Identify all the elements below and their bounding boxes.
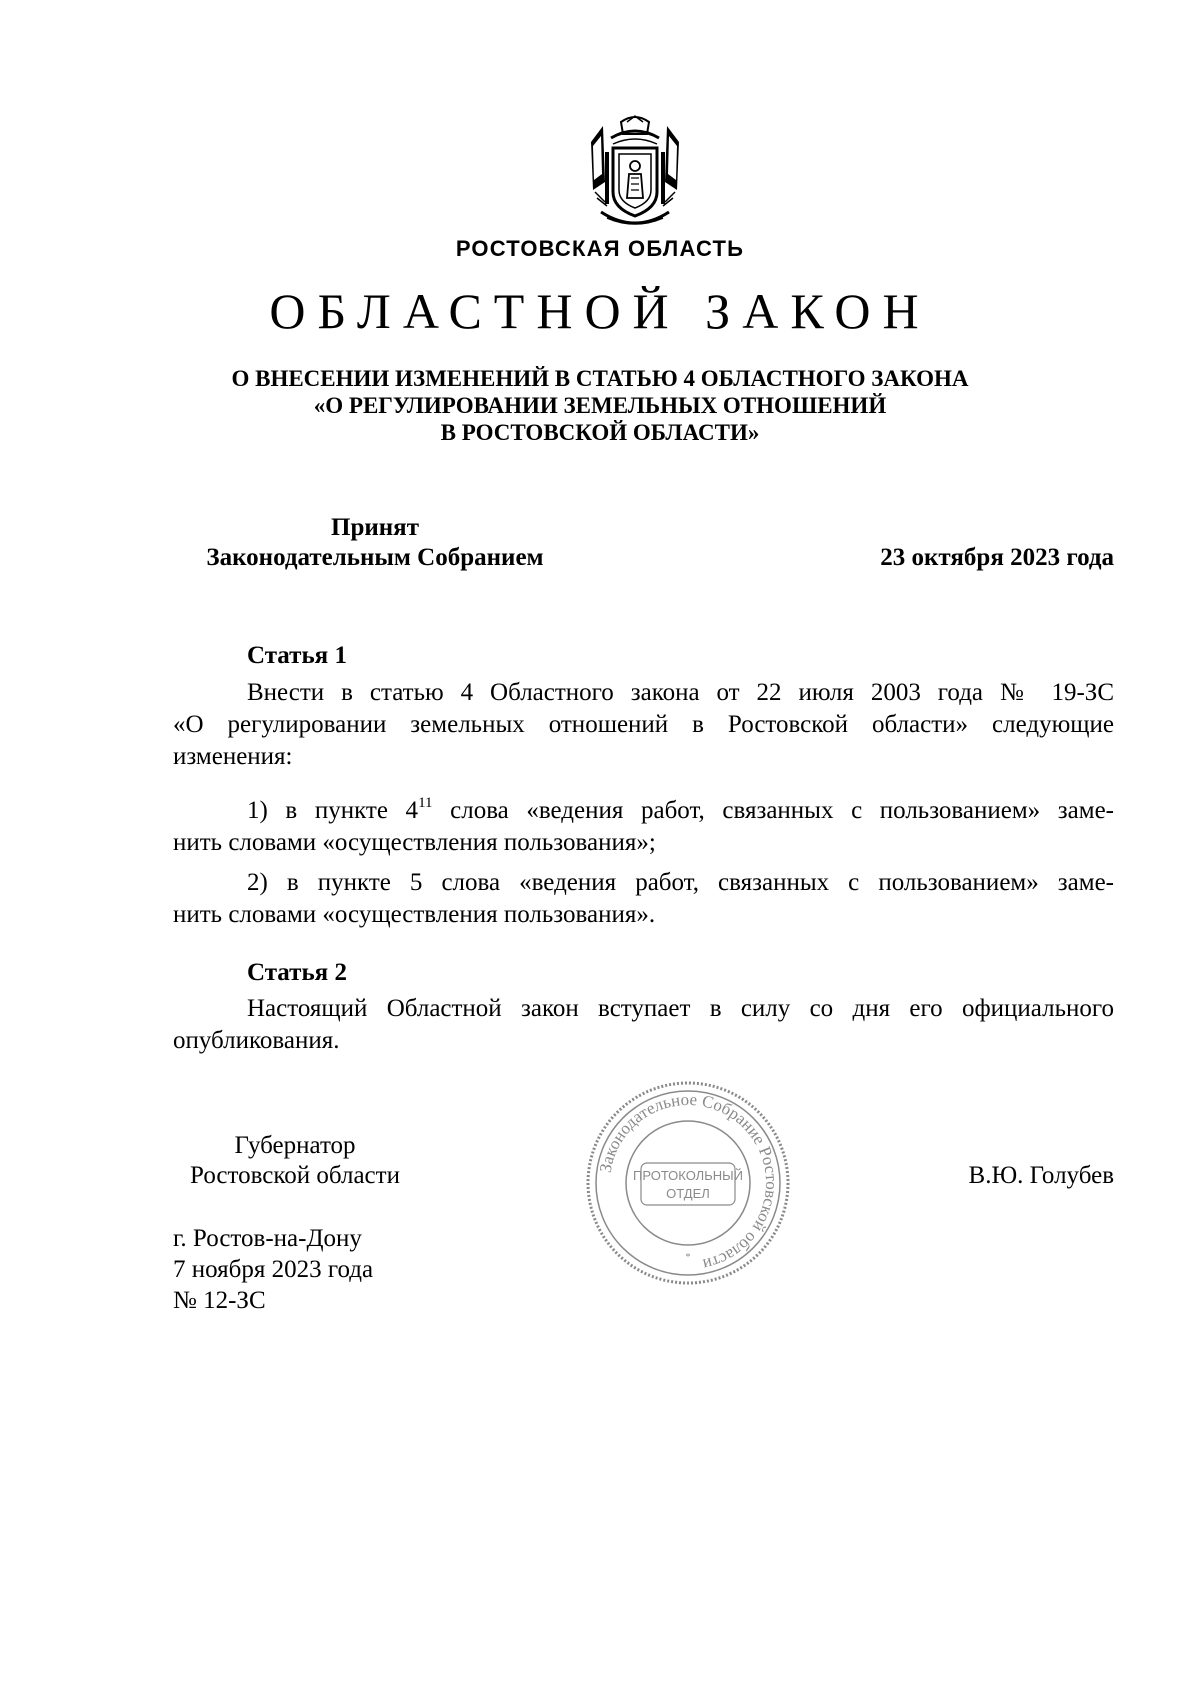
text-line: изменения: [173, 743, 293, 770]
adoption-block [175, 513, 575, 573]
law-title-line: «О РЕГУЛИРОВАНИИ ЗЕМЕЛЬНЫХ ОТНОШЕНИЙ [313, 393, 887, 418]
sign-date: 7 ноября 2023 года [173, 1256, 374, 1283]
text-line: Внести в статью 4 Областного закона от 22 июля 2003 года № 19-ЗС [247, 679, 1114, 706]
article-2-text [173, 993, 1114, 1057]
law-number: № 12-ЗС [173, 1287, 266, 1314]
signatory-name: В.Ю. Голубев [968, 1162, 1114, 1189]
law-title-line: В РОСТОВСКОЙ ОБЛАСТИ» [440, 420, 760, 445]
text-line: нить словами «осуществления пользования»; [173, 829, 656, 856]
stamp-ring-text: Законодательное Собрание Ростовской области [595, 1089, 782, 1275]
text-line: нить словами «осуществления пользования». [173, 901, 656, 928]
position-line: Губернатор [234, 1132, 356, 1159]
superscript-number: 11 [418, 794, 433, 811]
law-title-line: О ВНЕСЕНИИ ИЗМЕНЕНИЙ В СТАТЬЮ 4 ОБЛАСТНОГО ЗАКОНА [231, 366, 969, 391]
stamp-center-line: ПРОТОКОЛЬНЫЙ [632, 1168, 744, 1183]
coat-of-arms-emblem [583, 112, 687, 234]
svg-text:*: * [685, 1252, 691, 1263]
official-stamp [583, 1078, 793, 1288]
law-title [0, 365, 1200, 446]
place-date-number [173, 1223, 373, 1316]
place-city: г. Ростов-на-Дону [173, 1225, 362, 1252]
text-line: опубликования. [173, 1027, 340, 1054]
article-1-item-1 [173, 795, 1114, 859]
article-1-heading: Статья 1 [247, 642, 347, 669]
adoption-line: Принят [331, 514, 419, 541]
article-2-heading: Статья 2 [247, 959, 347, 986]
region-name: РОСТОВСКАЯ ОБЛАСТЬ [455, 236, 745, 261]
text-line: 2) в пункте 5 слова «ведения работ, связанных с пользованием» заме- [247, 869, 1114, 896]
adoption-date: 23 октября 2023 года [880, 544, 1114, 571]
text-line: «О регулировании земельных отношений в Ростовской области» следующие [173, 711, 1114, 738]
position-line: Ростовской области [190, 1162, 400, 1189]
law-type-heading: ОБЛАСТНОЙ ЗАКОН [269, 283, 931, 339]
item-text: 1) в пункте 4 [247, 797, 419, 824]
stamp-center-line: ОТДЕЛ [666, 1186, 710, 1201]
adoption-body: Законодательным Собранием [206, 544, 544, 571]
signatory-position [170, 1131, 420, 1191]
article-1-intro [173, 677, 1114, 773]
text-line: Настоящий Областной закон вступает в силу со дня его официального [247, 995, 1114, 1022]
article-1-item-2 [173, 867, 1114, 931]
text-line [173, 795, 1114, 827]
item-text: слова «ведения работ, связанных с пользованием» заме- [432, 797, 1114, 824]
